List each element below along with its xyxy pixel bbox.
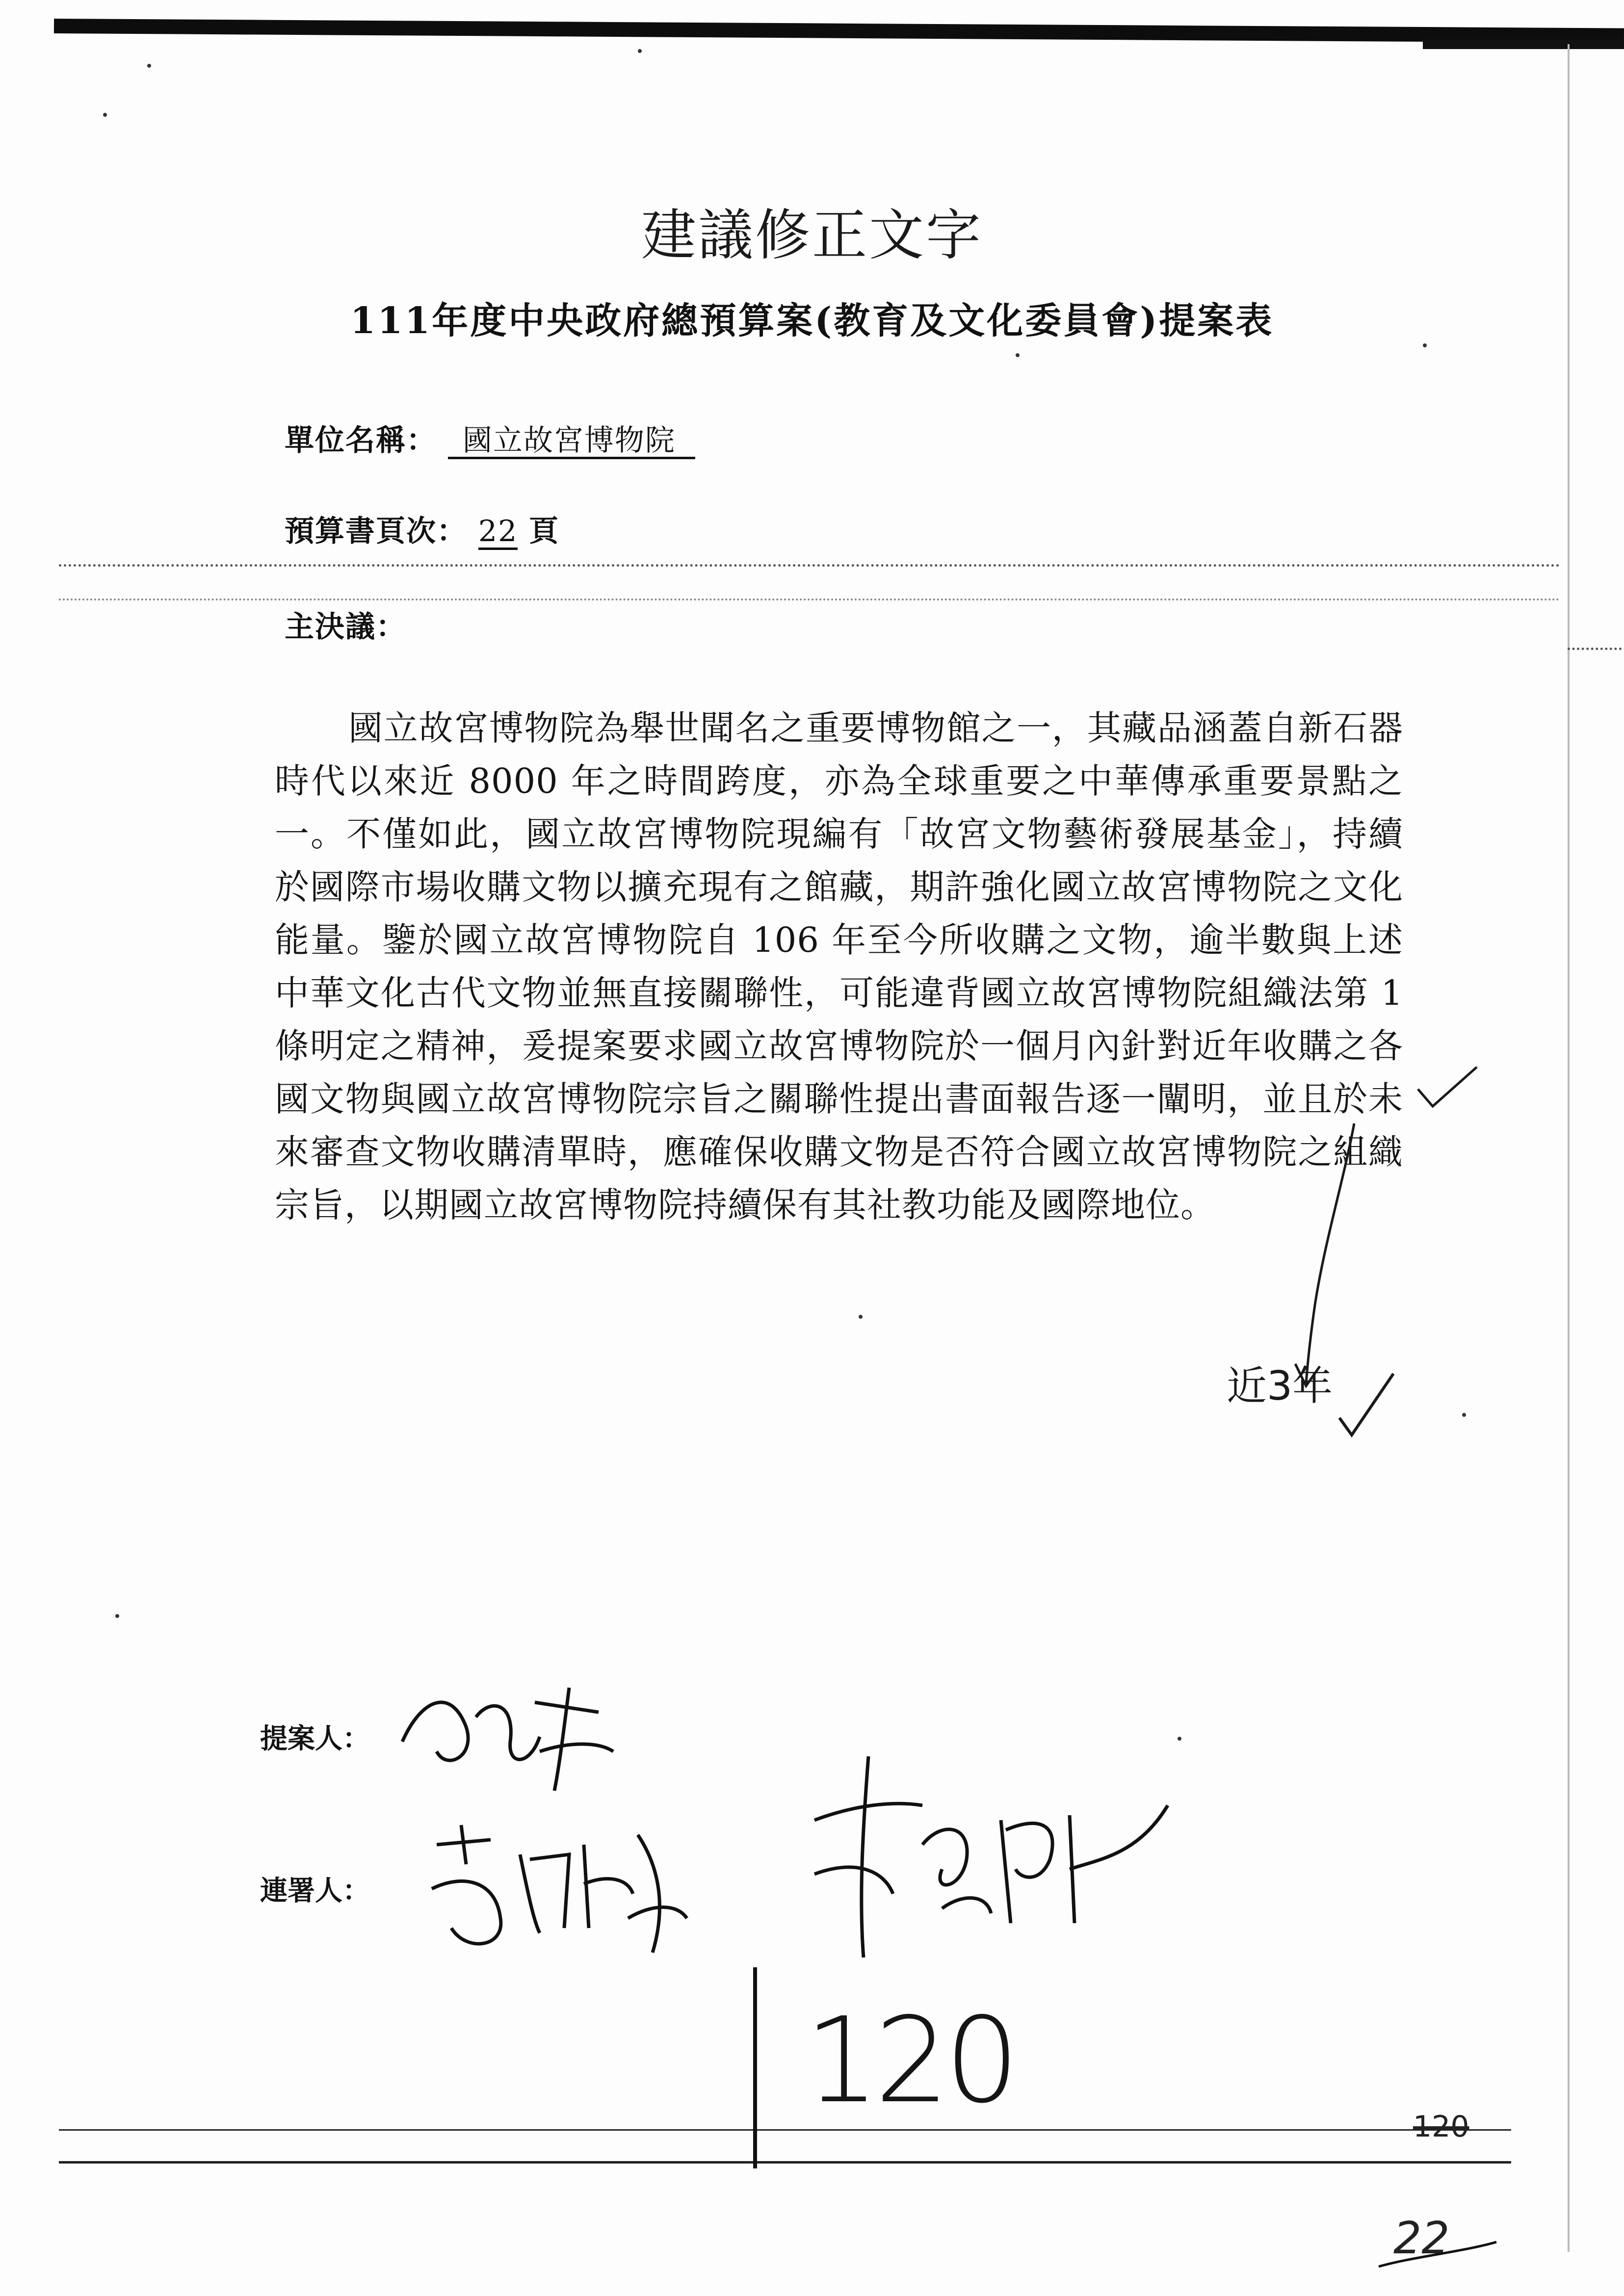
proposer-signature [393,1668,628,1796]
scan-dotted-line [59,564,1560,567]
page-field [285,508,559,550]
corner-mark-stroke [1374,2237,1501,2276]
proposer-label: 提案人： [260,1722,370,1755]
page-unit: 頁 [529,514,560,548]
scan-dotted-line [59,599,1560,600]
cosigner-signature-2 [795,1747,1178,1962]
page-value: 22 [478,515,518,550]
handwritten-page-number: 120 [805,1992,1015,2129]
insertion-arrow-annotation [1266,1119,1384,1393]
scan-dotted-mark [1568,648,1622,650]
checkmark-annotation [1335,1364,1403,1442]
unit-value: 國立故宮博物院 [448,424,695,459]
resolution-heading [285,603,406,646]
cosigner-signature-1 [422,1805,697,1962]
document-subtitle: 111年度中央政府總預算案(教育及文化委員會)提案表 [350,300,1274,342]
scan-top-border-right [1423,39,1624,49]
page-number-stroke [753,1967,757,2168]
cosigner-label: 連署人： [260,1875,370,1907]
resolution-body: 國立故宮博物院為舉世聞名之重要博物館之一，其藏品涵蓋自新石器時代以來近 8000 年之時間跨度，亦為全球重要之中華傳承重要景點之一。不僅如此，國立故宮博物院現編有「故宮文物藝術發展基金」，持續於國際市場收購文物以擴充現有之館藏，期許強化國立故宮博物院之文化能量。鑒於國立故宮博物院自 106 年至今所收購之文物，逾半數與上述中華文化古代文物並無直接關聯性，可能違背國立故宮博物院組織法第 1 條明定之精神，爰提案要求國立故宮博物院於一個月內針對近年收購之各國文物與國立故宮博物院宗旨之關聯性提出書面報告逐一闡明，並且於未來審查文物收購清單時，應確保收購文物是否符合國立故宮博物院之組織宗旨，以期國立故宮博物院持續保有其社教功能及國際地位。 [275,708,1403,1225]
scan-speck [147,64,151,68]
corner-mark-2: 22 [1393,2213,1450,2264]
scan-top-border [54,19,1624,43]
scan-speck [638,49,642,53]
resolution-label: 主決議： [285,610,406,644]
scan-speck [115,1614,119,1618]
unit-label: 單位名稱： [285,423,437,458]
document-title: 建議修正文字 [641,204,983,267]
scan-speck [103,113,107,117]
scan-speck [1016,353,1020,357]
page-label: 預算書頁次： [285,514,467,548]
scan-speck [1462,1413,1466,1417]
footer-line [59,2161,1511,2164]
scan-right-edge [1568,44,1570,2252]
scan-speck [1178,1737,1181,1741]
footer-line [59,2129,1511,2131]
checkmark-annotation [1413,1060,1482,1114]
scan-speck [1423,343,1427,347]
scan-speck [859,1315,863,1319]
handwritten-note: 近3年 [1227,1363,1333,1409]
unit-field [285,417,695,459]
corner-mark-1: 120 [1413,2110,1469,2144]
